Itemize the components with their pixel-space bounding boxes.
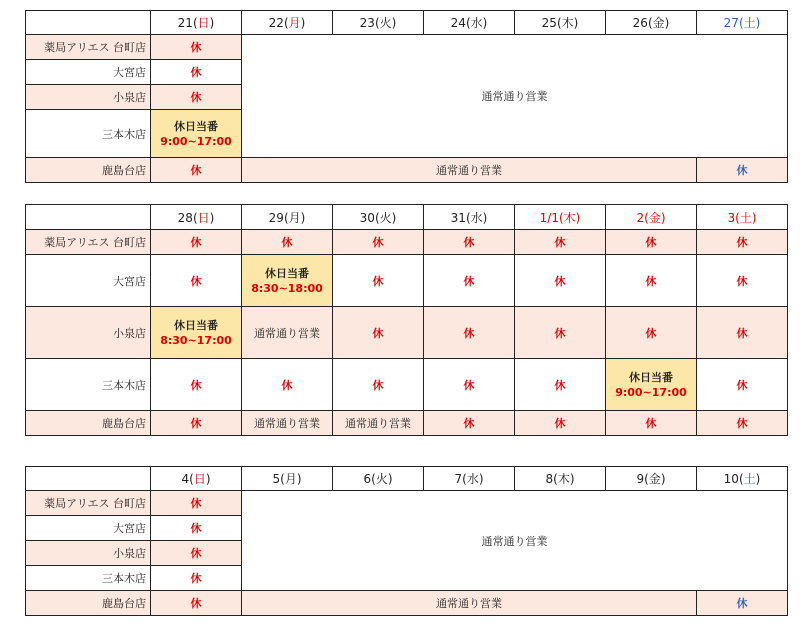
holiday-cell: 休 <box>697 359 788 411</box>
store-name: 鹿島台店 <box>26 411 151 436</box>
holiday-cell: 休 <box>515 230 606 255</box>
table-row <box>26 35 788 60</box>
duty-cell <box>151 307 242 359</box>
store-name: 三本木店 <box>26 359 151 411</box>
holiday-cell: 休 <box>151 516 242 541</box>
duty-time: 9:00~17:00 <box>615 385 687 399</box>
holiday-cell: 休 <box>151 491 242 516</box>
duty-label: 休日当番 <box>174 119 218 133</box>
corner-cell <box>26 467 151 491</box>
w1-day-24: 24(水) <box>424 11 515 35</box>
holiday-cell: 休 <box>697 255 788 307</box>
duty-time: 8:30~17:00 <box>160 333 232 347</box>
w3-day-5: 5(月) <box>242 467 333 491</box>
normal-business-cell: 通常通り営業 <box>242 591 697 616</box>
corner-cell <box>26 205 151 230</box>
duty-label: 休日当番 <box>174 318 218 332</box>
holiday-cell: 休 <box>515 359 606 411</box>
w3-day-4: 4(日) <box>151 467 242 491</box>
holiday-cell: 休 <box>242 230 333 255</box>
normal-business-cell: 通常通り営業 <box>242 411 333 436</box>
holiday-cell: 休 <box>151 541 242 566</box>
normal-business-cell: 通常通り営業 <box>242 35 788 158</box>
holiday-cell: 休 <box>424 307 515 359</box>
holiday-cell: 休 <box>151 60 242 85</box>
holiday-cell: 休 <box>697 411 788 436</box>
store-name: 薬局アリエス 台町店 <box>26 230 151 255</box>
holiday-cell: 休 <box>151 411 242 436</box>
w1-day-22: 22(月) <box>242 11 333 35</box>
table-row <box>26 359 788 411</box>
holiday-cell: 休 <box>151 359 242 411</box>
duty-cell <box>242 255 333 307</box>
w2-day-2: 2(金) <box>606 205 697 230</box>
holiday-cell: 休 <box>151 591 242 616</box>
store-name: 鹿島台店 <box>26 591 151 616</box>
holiday-cell: 休 <box>606 411 697 436</box>
holiday-cell: 休 <box>333 255 424 307</box>
w1-day-25: 25(木) <box>515 11 606 35</box>
w3-day-7: 7(水) <box>424 467 515 491</box>
table-row <box>26 255 788 307</box>
holiday-cell: 休 <box>151 566 242 591</box>
week3-table <box>25 466 788 616</box>
w2-day-1-1: 1/1(木) <box>515 205 606 230</box>
w3-day-8: 8(木) <box>515 467 606 491</box>
w1-day-26: 26(金) <box>606 11 697 35</box>
duty-label: 休日当番 <box>629 370 673 384</box>
w3-day-9: 9(金) <box>606 467 697 491</box>
holiday-cell: 休 <box>333 359 424 411</box>
holiday-cell: 休 <box>697 307 788 359</box>
week2-table <box>25 204 788 436</box>
w3-day-6: 6(火) <box>333 467 424 491</box>
holiday-cell: 休 <box>151 255 242 307</box>
holiday-cell: 休 <box>151 230 242 255</box>
normal-business-cell: 通常通り営業 <box>333 411 424 436</box>
duty-cell <box>151 110 242 158</box>
store-name: 三本木店 <box>26 566 151 591</box>
holiday-cell: 休 <box>242 359 333 411</box>
table-row <box>26 591 788 616</box>
week2-header-row <box>26 205 788 230</box>
duty-time: 9:00~17:00 <box>160 134 232 148</box>
holiday-cell: 休 <box>515 255 606 307</box>
holiday-cell: 休 <box>333 307 424 359</box>
normal-business-cell: 通常通り営業 <box>242 307 333 359</box>
week1-header-row <box>26 11 788 35</box>
week1-table <box>25 10 788 183</box>
holiday-cell: 休 <box>515 411 606 436</box>
holiday-cell: 休 <box>151 35 242 60</box>
w2-day-28: 28(日) <box>151 205 242 230</box>
normal-business-cell: 通常通り営業 <box>242 491 788 591</box>
store-name: 大宮店 <box>26 255 151 307</box>
store-name: 薬局アリエス 台町店 <box>26 35 151 60</box>
store-name: 小泉店 <box>26 85 151 110</box>
w1-day-27: 27(土) <box>697 11 788 35</box>
holiday-cell: 休 <box>697 158 788 183</box>
holiday-cell: 休 <box>606 230 697 255</box>
store-name: 鹿島台店 <box>26 158 151 183</box>
store-name: 小泉店 <box>26 307 151 359</box>
w2-day-3: 3(土) <box>697 205 788 230</box>
holiday-cell: 休 <box>333 230 424 255</box>
holiday-cell: 休 <box>151 85 242 110</box>
week3-header-row <box>26 467 788 491</box>
holiday-cell: 休 <box>606 255 697 307</box>
table-row <box>26 158 788 183</box>
w2-day-30: 30(火) <box>333 205 424 230</box>
holiday-cell: 休 <box>424 359 515 411</box>
w1-day-23: 23(火) <box>333 11 424 35</box>
store-name: 大宮店 <box>26 60 151 85</box>
store-name: 小泉店 <box>26 541 151 566</box>
normal-business-cell: 通常通り営業 <box>242 158 697 183</box>
holiday-cell: 休 <box>697 230 788 255</box>
holiday-cell: 休 <box>606 307 697 359</box>
table-row <box>26 230 788 255</box>
duty-label: 休日当番 <box>265 266 309 280</box>
table-row <box>26 307 788 359</box>
holiday-cell: 休 <box>424 255 515 307</box>
w2-day-29: 29(月) <box>242 205 333 230</box>
table-row <box>26 491 788 516</box>
holiday-cell: 休 <box>424 411 515 436</box>
w2-day-31: 31(水) <box>424 205 515 230</box>
w3-day-10: 10(土) <box>697 467 788 491</box>
table-row <box>26 411 788 436</box>
corner-cell <box>26 11 151 35</box>
w1-day-21: 21(日) <box>151 11 242 35</box>
holiday-cell: 休 <box>151 158 242 183</box>
duty-time: 8:30~18:00 <box>251 281 323 295</box>
store-name: 三本木店 <box>26 110 151 158</box>
holiday-cell: 休 <box>515 307 606 359</box>
store-name: 大宮店 <box>26 516 151 541</box>
holiday-cell: 休 <box>424 230 515 255</box>
duty-cell <box>606 359 697 411</box>
holiday-cell: 休 <box>697 591 788 616</box>
store-name: 薬局アリエス 台町店 <box>26 491 151 516</box>
